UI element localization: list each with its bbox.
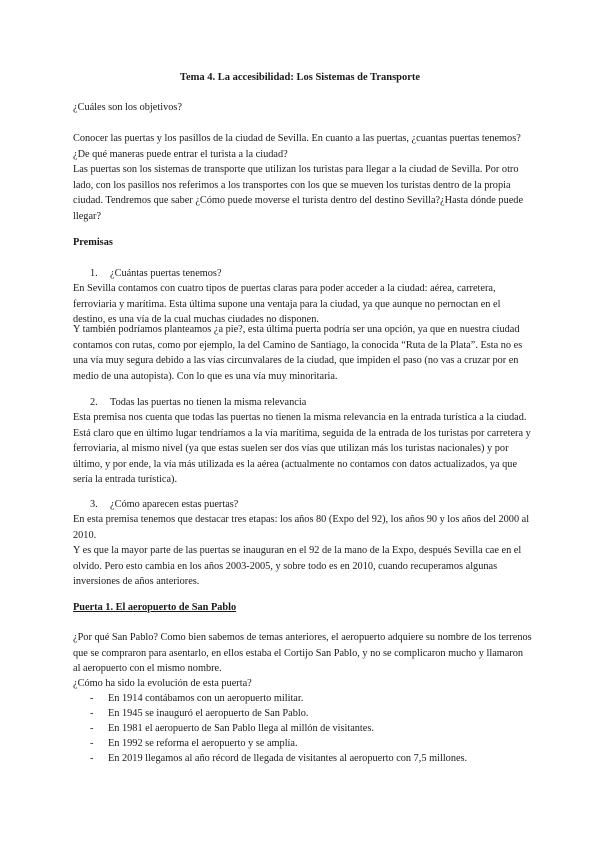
document-title: Tema 4. La accesibilidad: Los Sistemas de Transporte	[179, 72, 421, 83]
list-bullet: -	[90, 738, 94, 749]
premisa-2-title: Todas las puertas no tienen la misma relevancia	[110, 397, 307, 408]
list-item	[90, 736, 298, 752]
evolution-item-2019: En 2019 llegamos al año récord de llegada de visitantes al aeropuerto con 7,5 millones.	[108, 753, 468, 764]
list-item	[90, 706, 308, 722]
list-bullet: -	[90, 693, 94, 704]
premisa-1-paragraph-2: Y también podríamos planteamos ¿a pie?, esta última puerta podría ser una opción, ya que en nuestra ciudad contamos con rutas, como por ejemplo, la del Camino de Santiago, la conocida “Ruta de la Plata”. Esta no es una vía muy segura debido a las vías circunvalares de la ciudad, que impiden el paso (no vas a cruzar por en medio de una autopista). Con lo que es una vía muy minoritaria.	[73, 324, 523, 382]
premisa-3-heading	[90, 497, 238, 513]
objectives-question: ¿Cuáles son los objetivos?	[73, 102, 182, 113]
premisa-2-paragraph-1: Esta premisa nos cuenta que todas las puertas no tienen la misma relevancia en la entrada turística a la ciudad. Está claro que en último lugar tendríamos a la vía marítima, seguida de la entrada de los turistas por carretera y ferroviaria, al mismo nivel (ya que estas suelen ser dos vías que utilizan más los turistas nacionales) y por último, y por ende, la vía más utilizada es la aérea (actualmente no contamos con datos actualizados, ya que sería la entrada turística).	[73, 412, 531, 486]
list-bullet: -	[90, 753, 94, 764]
list-item	[90, 751, 467, 767]
premisa-3-paragraph-2: Y es que la mayor parte de las puertas se inauguran en el 92 de la mano de la Expo, después Sevilla cae en el olvido. Pero esto cambia en los años 2003-2005, y sobre todo es en 2010, cuando recuperamos algunas inversiones de años anteriores.	[73, 545, 522, 588]
evolution-item-1945: En 1945 se inauguró el aeropuerto de San Pablo.	[108, 708, 309, 719]
premisa-2-number: 2.	[90, 397, 98, 408]
list-item	[90, 721, 374, 737]
premisa-3-title: ¿Cómo aparecen estas puertas?	[110, 499, 239, 510]
premisa-1-title: ¿Cuántas puertas tenemos?	[110, 268, 222, 279]
premisa-1-paragraph-1: En Sevilla contamos con cuatro tipos de puertas claras para poder acceder a la ciudad: aérea, carretera, ferroviaria y marítima. Esta última supone una ventaja para la ciudad, ya que aunque no pernoctan en el destino, es una vía de la cual muchas ciudades no disponen.	[73, 283, 501, 326]
premisas-heading: Premisas	[73, 237, 113, 248]
puerta-1-heading: Puerta 1. El aeropuerto de San Pablo	[73, 602, 237, 613]
premisa-2-heading	[90, 395, 306, 411]
evolution-item-1992: En 1992 se reforma el aeropuerto y se amplía.	[108, 738, 298, 749]
list-item	[90, 691, 303, 707]
premisa-1-heading	[90, 266, 222, 282]
list-bullet: -	[90, 723, 94, 734]
evolution-item-1981: En 1981 el aeropuerto de San Pablo llega al millón de visitantes.	[108, 723, 374, 734]
evolution-item-1914: En 1914 contábamos con un aeropuerto militar.	[108, 693, 304, 704]
premisa-3-paragraph-1: En esta premisa tenemos que destacar tres etapas: los años 80 (Expo del 92), los años 90 y los años del 2000 al 2010.	[73, 514, 530, 541]
intro-paragraph-1: Conocer las puertas y los pasillos de la ciudad de Sevilla. En cuanto a las puertas, ¿cuantas puertas tenemos?¿De qué maneras puede entrar el turista a la ciudad?	[73, 133, 521, 160]
premisa-1-number: 1.	[90, 268, 98, 279]
puerta-1-paragraph: ¿Por qué San Pablo? Como bien sabemos de temas anteriores, el aeropuerto adquiere su nombre de los terrenos que se compraron para asentarlo, en ellos estaba el Cortijo San Pablo, y no se complicaron mucho y llamaron al aeropuerto con el mismo nombre.	[73, 632, 532, 675]
intro-paragraph-2: Las puertas son los sistemas de transporte que utilizan los turistas para llegar a la ciudad de Sevilla. Por otro lado, con los pasillos nos referimos a los transportes con los que se mueven los turistas dentro de la propia ciudad. Tendremos que saber ¿Cómo puede moverse el turista dentro del destino Sevilla?¿Hasta dónde puede llegar?	[73, 164, 524, 222]
premisa-3-number: 3.	[90, 499, 98, 510]
list-bullet: -	[90, 708, 94, 719]
evolution-question: ¿Cómo ha sido la evolución de esta puerta?	[73, 678, 252, 689]
